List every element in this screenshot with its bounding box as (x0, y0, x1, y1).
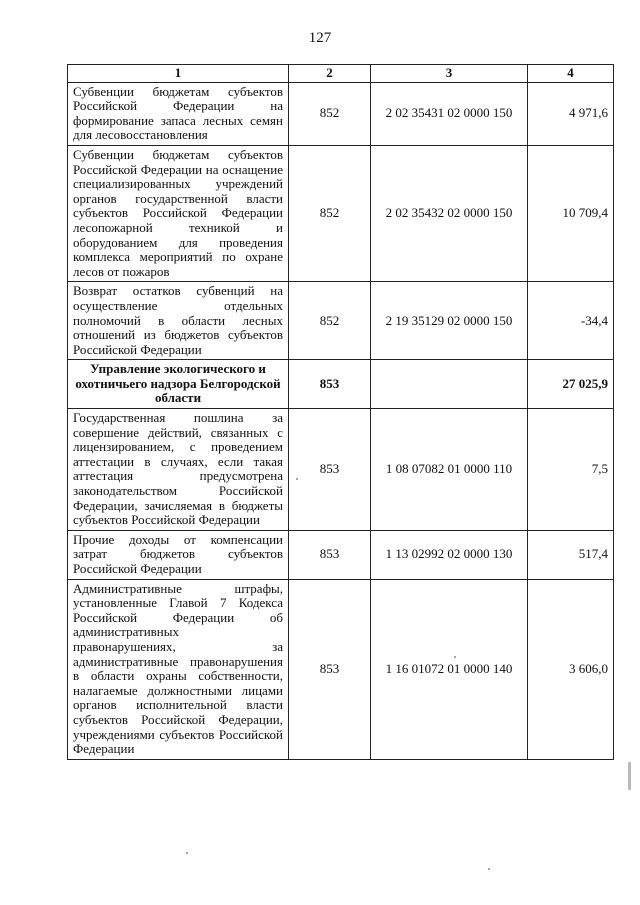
admin-code-cell: 852 (289, 282, 371, 360)
amount-cell: 27 025,9 (528, 360, 614, 409)
table-row (68, 145, 614, 281)
column-header: 2 (289, 65, 371, 83)
revenue-name-cell: Субвенции бюджетам субъектов Российской Федерации на формирование запаса лесных семян для лесовосстановления (68, 82, 289, 145)
table-row-section-header (68, 360, 614, 409)
table-row (68, 530, 614, 579)
column-header: 1 (68, 65, 289, 83)
classification-code-cell: 1 16 01072 01 0000 140 (371, 579, 528, 759)
admin-code-cell: 853 (289, 530, 371, 579)
revenue-name-cell: Субвенции бюджетам субъектов Российской Федерации на оснащение специализированных учреждений органов государственной власти субъектов Российской Федерации лесопожарной техникой и оборудованием для проведения комплекса мероприятий по охране лесов от пожаров (68, 145, 289, 281)
classification-code-cell: 2 02 35432 02 0000 150 (371, 145, 528, 281)
admin-code-cell: 852 (289, 145, 371, 281)
amount-cell: 4 971,6 (528, 82, 614, 145)
scan-speck (186, 852, 188, 854)
revenue-name-cell: Административные штрафы, установленные Главой 7 Кодекса Российской Федерации об административных правонарушениях, за административные правонарушения в области охраны собственности, налагаемые должностными лицами органов исполнительной власти субъектов Российской Федерации, учреждениями субъектов Российской Федерации (68, 579, 289, 759)
amount-cell: 517,4 (528, 530, 614, 579)
amount-cell: -34,4 (528, 282, 614, 360)
table-row (68, 82, 614, 145)
admin-code-cell: 852 (289, 82, 371, 145)
admin-code-cell: 853 (289, 360, 371, 409)
revenue-table (67, 64, 614, 760)
classification-code-cell: 1 13 02992 02 0000 130 (371, 530, 528, 579)
revenue-name-cell: Прочие доходы от компенсации затрат бюджетов субъектов Российской Федерации (68, 530, 289, 579)
table-row (68, 409, 614, 531)
revenue-name-cell: Управление экологического и охотничьего надзора Белгородской области (68, 360, 289, 409)
amount-cell: 10 709,4 (528, 145, 614, 281)
scan-speck (628, 762, 631, 790)
admin-code-cell: 853 (289, 409, 371, 531)
column-header: 3 (371, 65, 528, 83)
scan-speck (296, 478, 298, 480)
scan-speck (488, 868, 490, 870)
revenue-name-cell: Государственная пошлина за совершение действий, связанных с лицензированием, с проведением аттестации в случаях, если такая аттестация предусмотрена законодательством Российской Федерации, зачисляемая в бюджеты субъектов Российской Федерации (68, 409, 289, 531)
page-number: 127 (308, 30, 332, 46)
table-header-row (68, 65, 614, 83)
table-row (68, 579, 614, 759)
column-header: 4 (528, 65, 614, 83)
classification-code-cell: 2 02 35431 02 0000 150 (371, 82, 528, 145)
amount-cell: 3 606,0 (528, 579, 614, 759)
classification-code-cell: 2 19 35129 02 0000 150 (371, 282, 528, 360)
admin-code-cell: 853 (289, 579, 371, 759)
amount-cell: 7,5 (528, 409, 614, 531)
table-row (68, 282, 614, 360)
scan-speck (454, 656, 456, 658)
revenue-name-cell: Возврат остатков субвенций на осуществление отдельных полномочий в области лесных отношений из бюджетов субъектов Российской Федерации (68, 282, 289, 360)
classification-code-cell (371, 360, 528, 409)
classification-code-cell: 1 08 07082 01 0000 110 (371, 409, 528, 531)
